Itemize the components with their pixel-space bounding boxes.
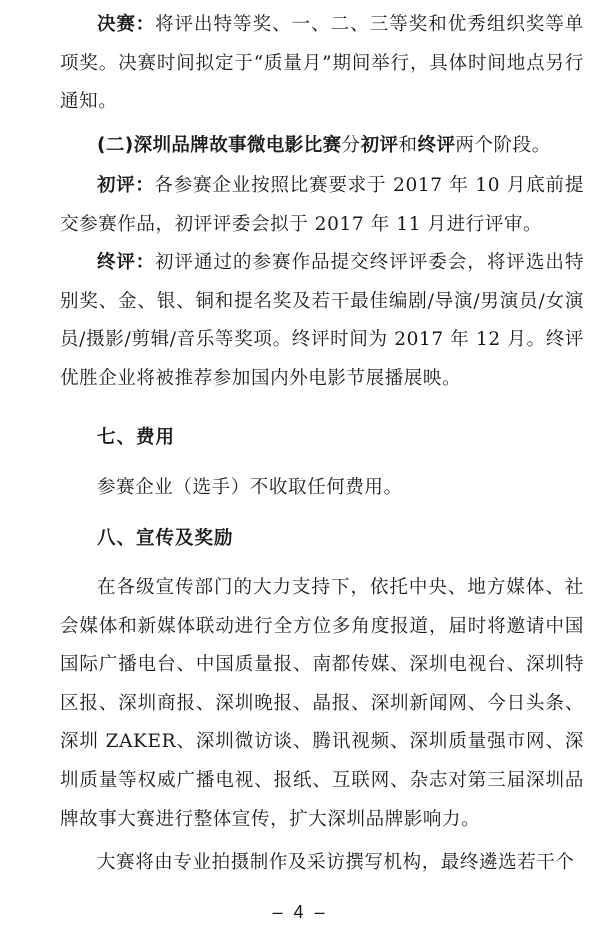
final-round-paragraph: [60, 6, 584, 122]
promotion-heading: 八、宣传及奖励: [97, 528, 234, 549]
film-contest-tail: 两个阶段。: [455, 135, 551, 156]
film-contest-title: (二)深圳品牌故事微电影比赛: [97, 135, 342, 156]
page-number: – 4 –: [272, 902, 328, 922]
film-contest-first-label: 初评: [360, 135, 399, 156]
first-review-paragraph: [60, 167, 584, 244]
selection-paragraph: 大赛将由专业拍摄制作及采访撰写机构，最终遴选若干个: [97, 852, 575, 873]
fees-paragraph: 参赛企业（选手）不收取任何费用。: [97, 477, 403, 498]
film-contest-mid2: 和: [398, 135, 418, 156]
final-review-text: 初评通过的参赛作品提交终评评委会，将评选出特别奖、金、银、铜和提名奖及若干最佳编剧/导演/男演员/女演员/摄影/剪辑/音乐等奖项。终评时间为 2017 年 12 月。终评优胜企业将被推荐参加国内外电影节展播展映。: [60, 252, 585, 389]
promotion-paragraph: 在各级宣传部门的大力支持下，依托中央、地方媒体、社会媒体和新媒体联动进行全方位多角度报道，届时将邀请中国国际广播电台、中国质量报、南都传媒、深圳电视台、深圳特区报、深圳商报、深圳晚报、晶报、深圳新闻网、今日头条、深圳 ZAKER、深圳微访谈、腾讯视频、深圳质量强市网、深圳质量等权威广播电视、报纸、互联网、杂志对第三届深圳品牌故事大赛进行整体宣传，扩大深圳品牌影响力。: [60, 577, 584, 830]
final-review-label: 终评：: [97, 252, 155, 273]
film-contest-final-label: 终评: [417, 135, 456, 156]
film-contest-paragraph: [60, 127, 584, 166]
final-round-label: 决赛：: [97, 14, 155, 35]
final-review-paragraph: [60, 244, 584, 398]
film-contest-mid1: 分: [341, 135, 361, 156]
fees-heading: 七、费用: [97, 427, 176, 448]
first-review-text: 各参赛企业按照比赛要求于 2017 年 10 月底前提交参赛作品，初评评委会拟于 2017 年 11 月进行评审。: [60, 175, 584, 235]
final-round-text: 将评出特等奖、一、二、三等奖和优秀组织奖等单项奖。决赛时间拟定于“质量月”期间举行，具体时间地点另行通知。: [60, 14, 585, 113]
first-review-label: 初评：: [97, 175, 155, 196]
